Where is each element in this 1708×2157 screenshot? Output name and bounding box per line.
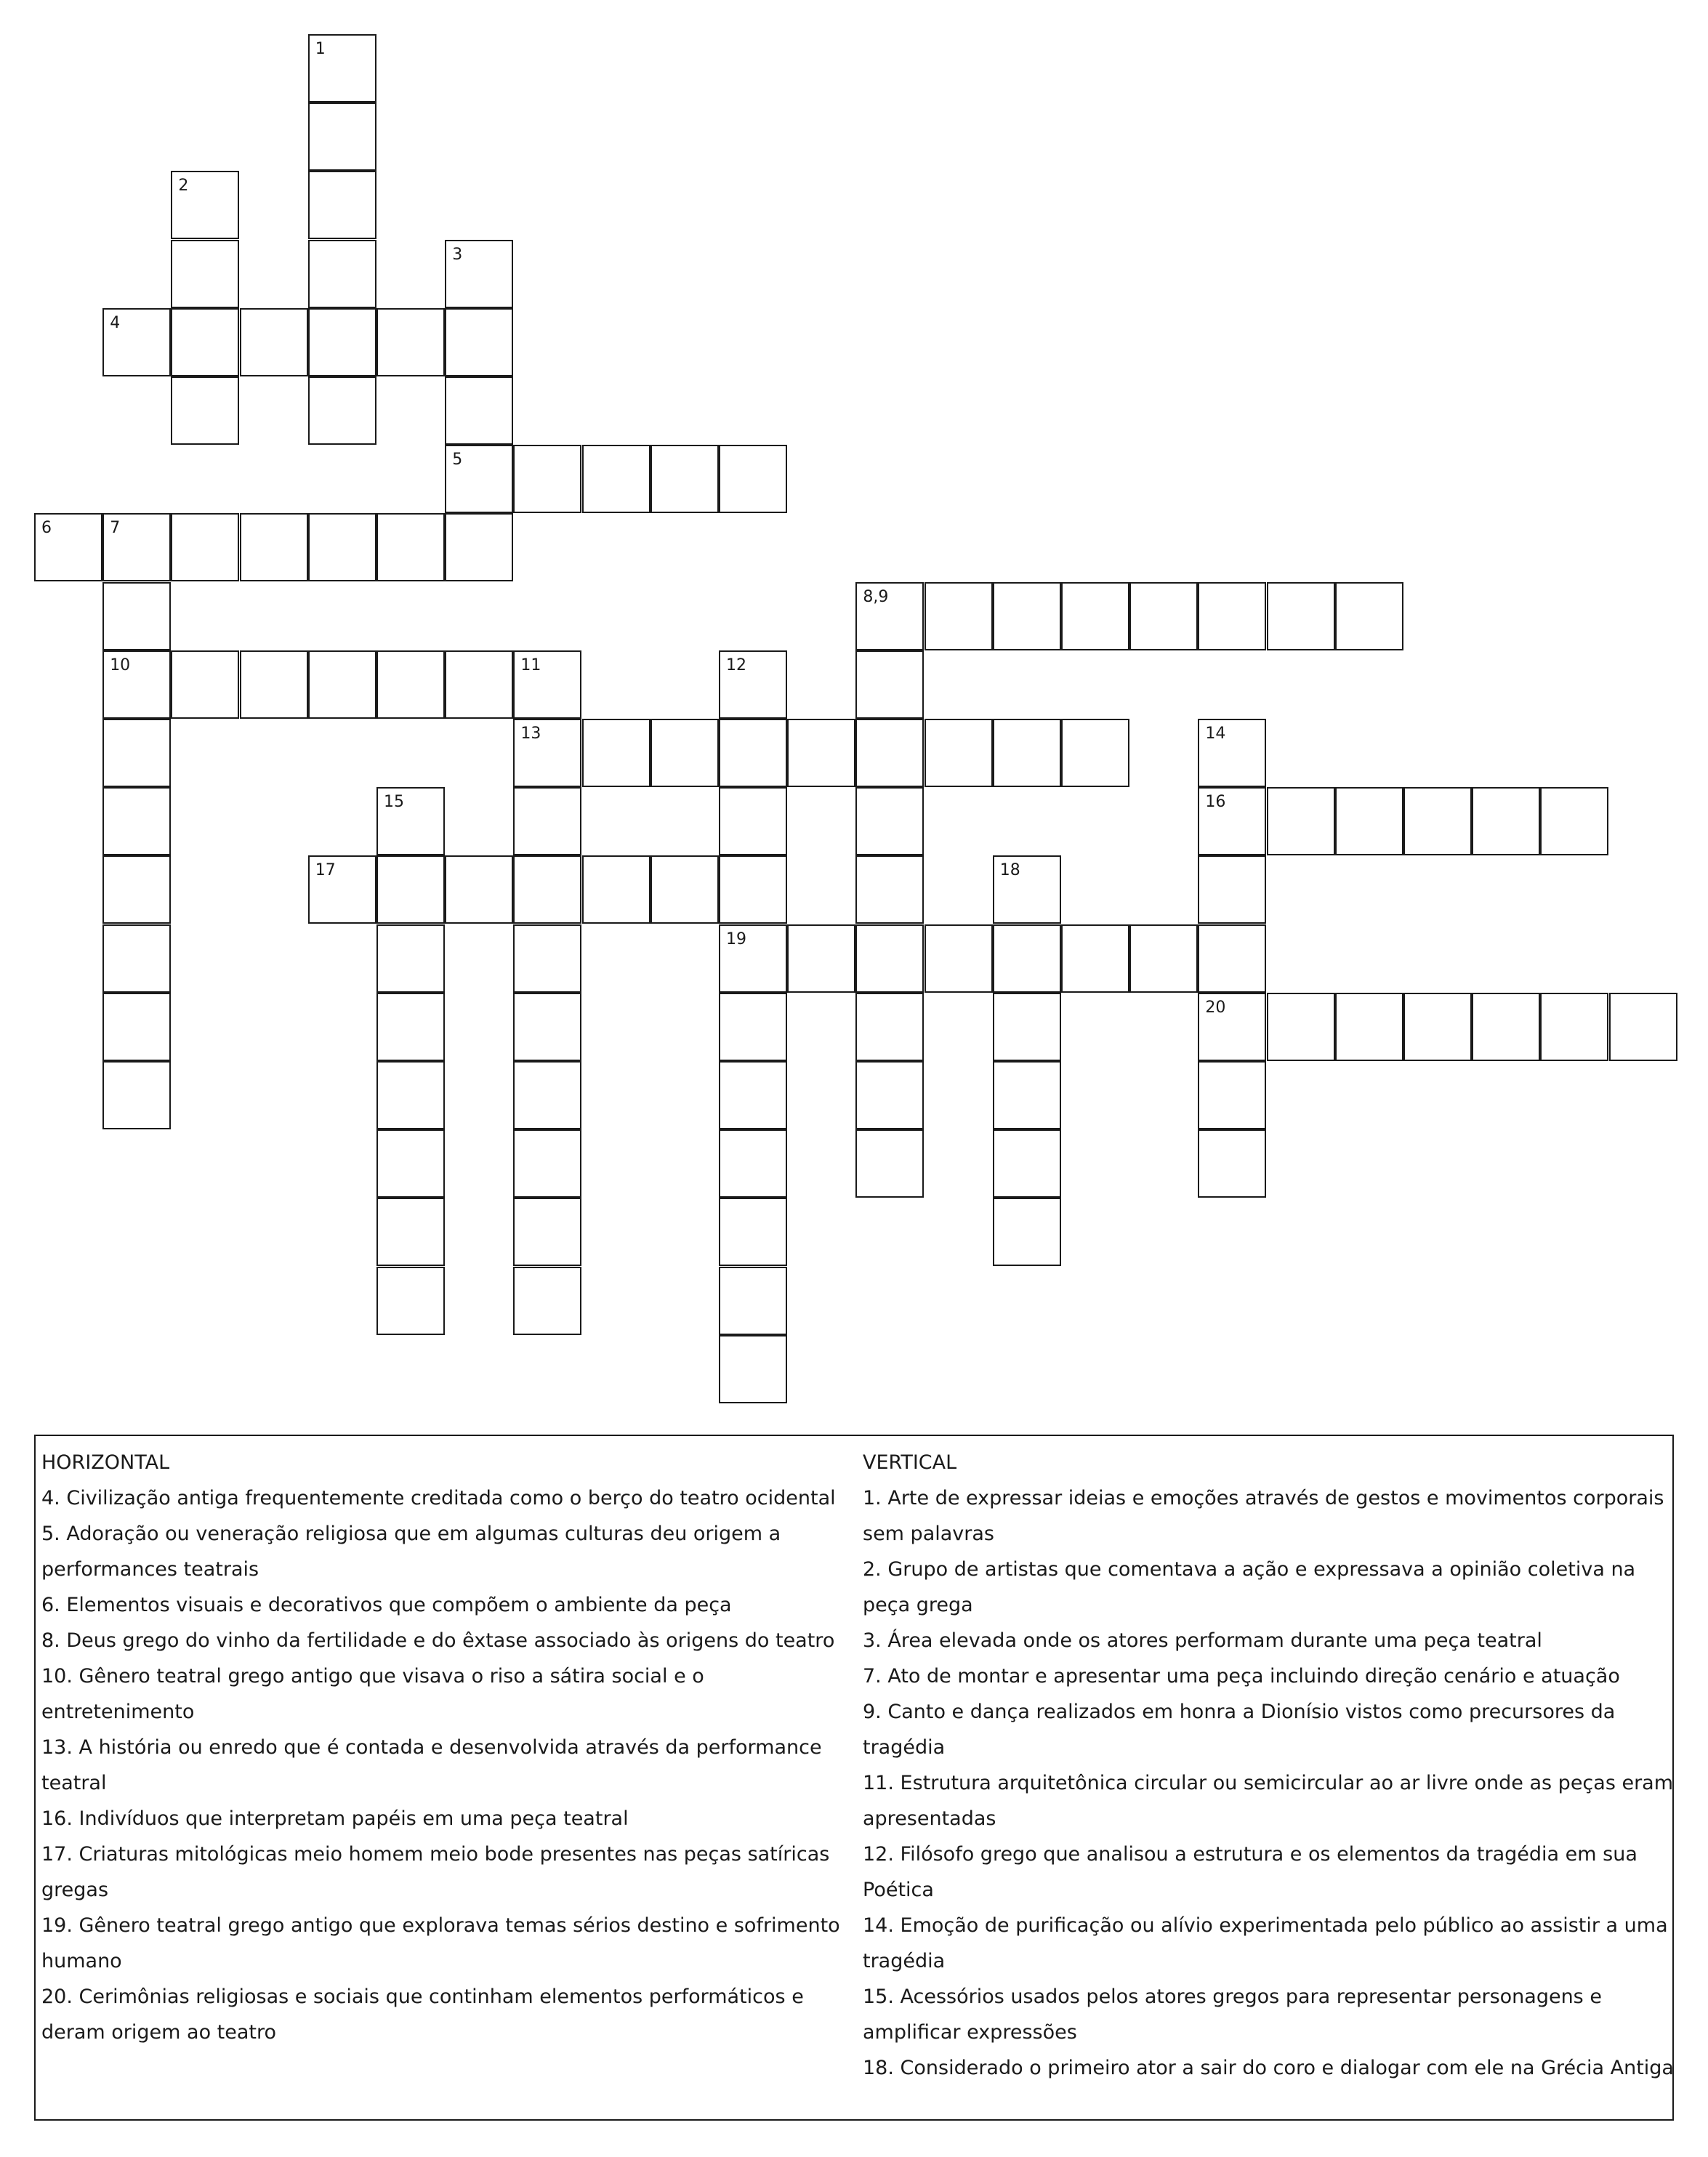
clue-vertical-18: 18. Considerado o primeiro ator a sair do coro e dialogar com ele na Grécia Antiga xyxy=(863,2057,1674,2079)
crossword-cell[interactable] xyxy=(171,308,239,376)
clue-number: 6 xyxy=(41,519,52,538)
clue-horizontal-5: 5. Adoração ou veneração religiosa que em algumas culturas deu origem a performances teatrais xyxy=(41,1523,781,1581)
clue-vertical-2: 2. Grupo de artistas que comentava a ação e expressava a opinião coletiva na peça grega xyxy=(863,1558,1636,1616)
crossword-cell[interactable] xyxy=(1335,993,1403,1061)
crossword-cell[interactable] xyxy=(1061,582,1129,650)
crossword-cell[interactable] xyxy=(1198,787,1266,855)
clue-horizontal-10: 10. Gênero teatral grego antigo que visava o riso a sátira social e o entretenimento xyxy=(41,1665,704,1723)
clue-number: 20 xyxy=(1205,998,1226,1017)
clue-number: 8,9 xyxy=(863,587,889,606)
crossword-cell[interactable] xyxy=(1198,924,1266,993)
crossword-cell[interactable] xyxy=(1061,719,1129,787)
crossword-cell[interactable] xyxy=(308,376,376,445)
crossword-cell[interactable] xyxy=(1129,924,1198,993)
crossword-cell[interactable] xyxy=(445,308,513,376)
crossword-cell[interactable] xyxy=(993,719,1061,787)
crossword-cell[interactable] xyxy=(171,376,239,445)
crossword-cell[interactable] xyxy=(308,171,376,239)
clue-number: 14 xyxy=(1205,725,1226,743)
clue-vertical-3: 3. Área elevada onde os atores performam durante uma peça teatral xyxy=(863,1629,1542,1652)
clue-number: 17 xyxy=(315,861,336,880)
crossword-cell[interactable] xyxy=(1540,993,1608,1061)
horizontal-heading: HORIZONTAL xyxy=(41,1451,170,1474)
crossword-cell[interactable] xyxy=(719,1198,787,1266)
crossword-cell[interactable] xyxy=(513,993,581,1061)
crossword-cell[interactable] xyxy=(1472,787,1540,855)
crossword-cell[interactable] xyxy=(171,171,239,239)
crossword-cell[interactable] xyxy=(650,445,719,513)
clue-horizontal-13: 13. A história ou enredo que é contada e desenvolvida através da performance teatral xyxy=(41,1736,822,1794)
crossword-cell[interactable] xyxy=(650,855,719,924)
crossword-cell[interactable] xyxy=(1609,993,1677,1061)
crossword-cell[interactable] xyxy=(102,993,171,1061)
crossword-cell[interactable] xyxy=(445,650,513,719)
crossword-cell[interactable] xyxy=(855,650,924,719)
crossword-cell[interactable] xyxy=(1267,582,1335,650)
crossword-cell[interactable] xyxy=(376,924,445,993)
clue-panel xyxy=(34,1435,1674,2121)
crossword-cell[interactable] xyxy=(376,787,445,855)
crossword-cell[interactable] xyxy=(513,787,581,855)
clue-horizontal-4: 4. Civilização antiga frequentemente creditada como o berço do teatro ocidental xyxy=(41,1487,836,1509)
crossword-cell[interactable] xyxy=(513,1061,581,1129)
crossword-cell[interactable] xyxy=(376,650,445,719)
crossword-cell[interactable] xyxy=(445,445,513,513)
crossword-cell[interactable] xyxy=(787,719,855,787)
crossword-cell[interactable] xyxy=(1403,787,1472,855)
clue-vertical-9: 9. Canto e dança realizados em honra a Dionísio vistos como precursores da tragédia xyxy=(863,1701,1616,1759)
crossword-cell[interactable] xyxy=(308,513,376,581)
crossword-cell[interactable] xyxy=(719,1335,787,1403)
crossword-cell[interactable] xyxy=(513,924,581,993)
crossword-cell[interactable] xyxy=(855,582,924,650)
clue-number: 5 xyxy=(452,451,463,469)
crossword-cell[interactable] xyxy=(240,513,308,581)
crossword-cell[interactable] xyxy=(376,513,445,581)
clue-vertical-14: 14. Emoção de purificação ou alívio experimentada pelo público ao assistir a uma tragédia xyxy=(863,1914,1668,1972)
crossword-cell[interactable] xyxy=(102,719,171,787)
crossword-cell[interactable] xyxy=(102,650,171,719)
crossword-cell[interactable] xyxy=(1540,787,1608,855)
crossword-cell[interactable] xyxy=(102,1061,171,1129)
crossword-cell[interactable] xyxy=(376,1061,445,1129)
crossword-cell[interactable] xyxy=(240,650,308,719)
clue-number: 18 xyxy=(999,861,1020,880)
crossword-cell[interactable] xyxy=(719,787,787,855)
crossword-cell[interactable] xyxy=(925,582,993,650)
crossword-cell[interactable] xyxy=(855,1129,924,1198)
crossword-cell[interactable] xyxy=(582,719,650,787)
clue-horizontal-16: 16. Indivíduos que interpretam papéis em uma peça teatral xyxy=(41,1807,629,1830)
clue-number: 4 xyxy=(110,313,121,332)
crossword-cell[interactable] xyxy=(993,924,1061,993)
crossword-cell[interactable] xyxy=(925,719,993,787)
crossword-cell[interactable] xyxy=(993,855,1061,924)
crossword-cell[interactable] xyxy=(102,787,171,855)
crossword-cell[interactable] xyxy=(719,1129,787,1198)
crossword-cell[interactable] xyxy=(855,719,924,787)
crossword-cell[interactable] xyxy=(376,308,445,376)
crossword-cell[interactable] xyxy=(719,650,787,719)
crossword-cell[interactable] xyxy=(993,1129,1061,1198)
crossword-cell[interactable] xyxy=(171,240,239,308)
crossword-cell[interactable] xyxy=(1198,582,1266,650)
crossword-cell[interactable] xyxy=(719,719,787,787)
crossword-cell[interactable] xyxy=(719,445,787,513)
crossword-cell[interactable] xyxy=(993,1198,1061,1266)
crossword-cell[interactable] xyxy=(445,855,513,924)
crossword-cell[interactable] xyxy=(376,1267,445,1335)
crossword-cell[interactable] xyxy=(719,855,787,924)
clue-number: 19 xyxy=(726,930,746,948)
clue-horizontal-8: 8. Deus grego do vinho da fertilidade e do êxtase associado às origens do teatro xyxy=(41,1629,835,1652)
crossword-cell[interactable] xyxy=(1267,993,1335,1061)
clue-horizontal-20: 20. Cerimônias religiosas e sociais que continham elementos performáticos e deram origem ao teatro xyxy=(41,1985,804,2044)
crossword-cell[interactable] xyxy=(1198,719,1266,787)
crossword-cell[interactable] xyxy=(376,1198,445,1266)
crossword-cell[interactable] xyxy=(1061,924,1129,993)
crossword-cell[interactable] xyxy=(171,513,239,581)
crossword-cell[interactable] xyxy=(513,1198,581,1266)
crossword-cell[interactable] xyxy=(1129,582,1198,650)
crossword-cell[interactable] xyxy=(1198,855,1266,924)
crossword-cell[interactable] xyxy=(1198,1061,1266,1129)
crossword-cell[interactable] xyxy=(855,993,924,1061)
crossword-cell[interactable] xyxy=(1198,993,1266,1061)
crossword-cell[interactable] xyxy=(650,719,719,787)
crossword-cell[interactable] xyxy=(240,308,308,376)
crossword-cell[interactable] xyxy=(308,308,376,376)
crossword-cell[interactable] xyxy=(445,240,513,308)
clue-number: 12 xyxy=(726,656,746,674)
crossword-cell[interactable] xyxy=(855,787,924,855)
vertical-heading: VERTICAL xyxy=(863,1451,957,1474)
clue-vertical-12: 12. Filósofo grego que analisou a estrutura e os elementos da tragédia em sua Poética xyxy=(863,1843,1637,1901)
crossword-cell[interactable] xyxy=(582,855,650,924)
crossword-cell[interactable] xyxy=(376,1129,445,1198)
clue-vertical-7: 7. Ato de montar e apresentar uma peça incluindo direção cenário e atuação xyxy=(863,1665,1620,1688)
crossword-cell[interactable] xyxy=(1267,787,1335,855)
clue-number: 10 xyxy=(110,656,131,674)
crossword-cell[interactable] xyxy=(102,513,171,581)
crossword-cell[interactable] xyxy=(993,1061,1061,1129)
crossword-cell[interactable] xyxy=(719,993,787,1061)
clue-number: 15 xyxy=(384,793,404,812)
crossword-cell[interactable] xyxy=(855,855,924,924)
crossword-cell[interactable] xyxy=(993,993,1061,1061)
crossword-cell[interactable] xyxy=(513,1267,581,1335)
crossword-cell[interactable] xyxy=(582,445,650,513)
clue-number: 11 xyxy=(520,656,541,674)
crossword-cell[interactable] xyxy=(513,650,581,719)
crossword-cell[interactable] xyxy=(719,924,787,993)
crossword-cell[interactable] xyxy=(719,1061,787,1129)
crossword-cell[interactable] xyxy=(719,1267,787,1335)
horizontal-clues xyxy=(41,1445,855,2050)
clue-number: 7 xyxy=(110,519,121,538)
crossword-cell[interactable] xyxy=(445,376,513,445)
crossword-cell[interactable] xyxy=(308,102,376,171)
clue-number: 1 xyxy=(315,40,326,58)
vertical-clues xyxy=(863,1445,1677,2086)
crossword-cell[interactable] xyxy=(308,650,376,719)
crossword-cell[interactable] xyxy=(308,855,376,924)
crossword-cell[interactable] xyxy=(376,993,445,1061)
crossword-cell[interactable] xyxy=(925,924,993,993)
crossword-cell[interactable] xyxy=(1403,993,1472,1061)
clue-number: 16 xyxy=(1205,793,1226,812)
crossword-cell[interactable] xyxy=(513,719,581,787)
crossword-cell[interactable] xyxy=(308,240,376,308)
clue-vertical-15: 15. Acessórios usados pelos atores gregos para representar personagens e amplificar expressões xyxy=(863,1985,1602,2044)
crossword-cell[interactable] xyxy=(1198,1129,1266,1198)
clue-horizontal-19: 19. Gênero teatral grego antigo que explorava temas sérios destino e sofrimento humano xyxy=(41,1914,840,1972)
crossword-cell[interactable] xyxy=(445,513,513,581)
crossword-cell[interactable] xyxy=(855,924,924,993)
clue-number: 3 xyxy=(452,245,463,264)
clue-vertical-1: 1. Arte de expressar ideias e emoções através de gestos e movimentos corporais sem palavras xyxy=(863,1487,1664,1545)
crossword-cell[interactable] xyxy=(171,650,239,719)
crossword-cell[interactable] xyxy=(34,513,102,581)
clue-number: 2 xyxy=(178,177,189,195)
crossword-cell[interactable] xyxy=(102,582,171,650)
crossword-cell[interactable] xyxy=(102,855,171,924)
crossword-cell[interactable] xyxy=(376,855,445,924)
clue-number: 13 xyxy=(520,725,541,743)
crossword-cell[interactable] xyxy=(993,582,1061,650)
crossword-cell[interactable] xyxy=(308,34,376,102)
clue-horizontal-6: 6. Elementos visuais e decorativos que compõem o ambiente da peça xyxy=(41,1594,732,1616)
crossword-cell[interactable] xyxy=(787,924,855,993)
crossword-cell[interactable] xyxy=(102,308,171,376)
crossword-cell[interactable] xyxy=(1472,993,1540,1061)
clue-vertical-11: 11. Estrutura arquitetônica circular ou semicircular ao ar livre onde as peças eram apresentadas xyxy=(863,1772,1674,1830)
crossword-cell[interactable] xyxy=(1335,582,1403,650)
crossword-cell[interactable] xyxy=(513,855,581,924)
crossword-cell[interactable] xyxy=(1335,787,1403,855)
crossword-cell[interactable] xyxy=(513,445,581,513)
clue-horizontal-17: 17. Criaturas mitológicas meio homem meio bode presentes nas peças satíricas gregas xyxy=(41,1843,830,1901)
crossword-cell[interactable] xyxy=(855,1061,924,1129)
crossword-cell[interactable] xyxy=(102,924,171,993)
crossword-cell[interactable] xyxy=(513,1129,581,1198)
